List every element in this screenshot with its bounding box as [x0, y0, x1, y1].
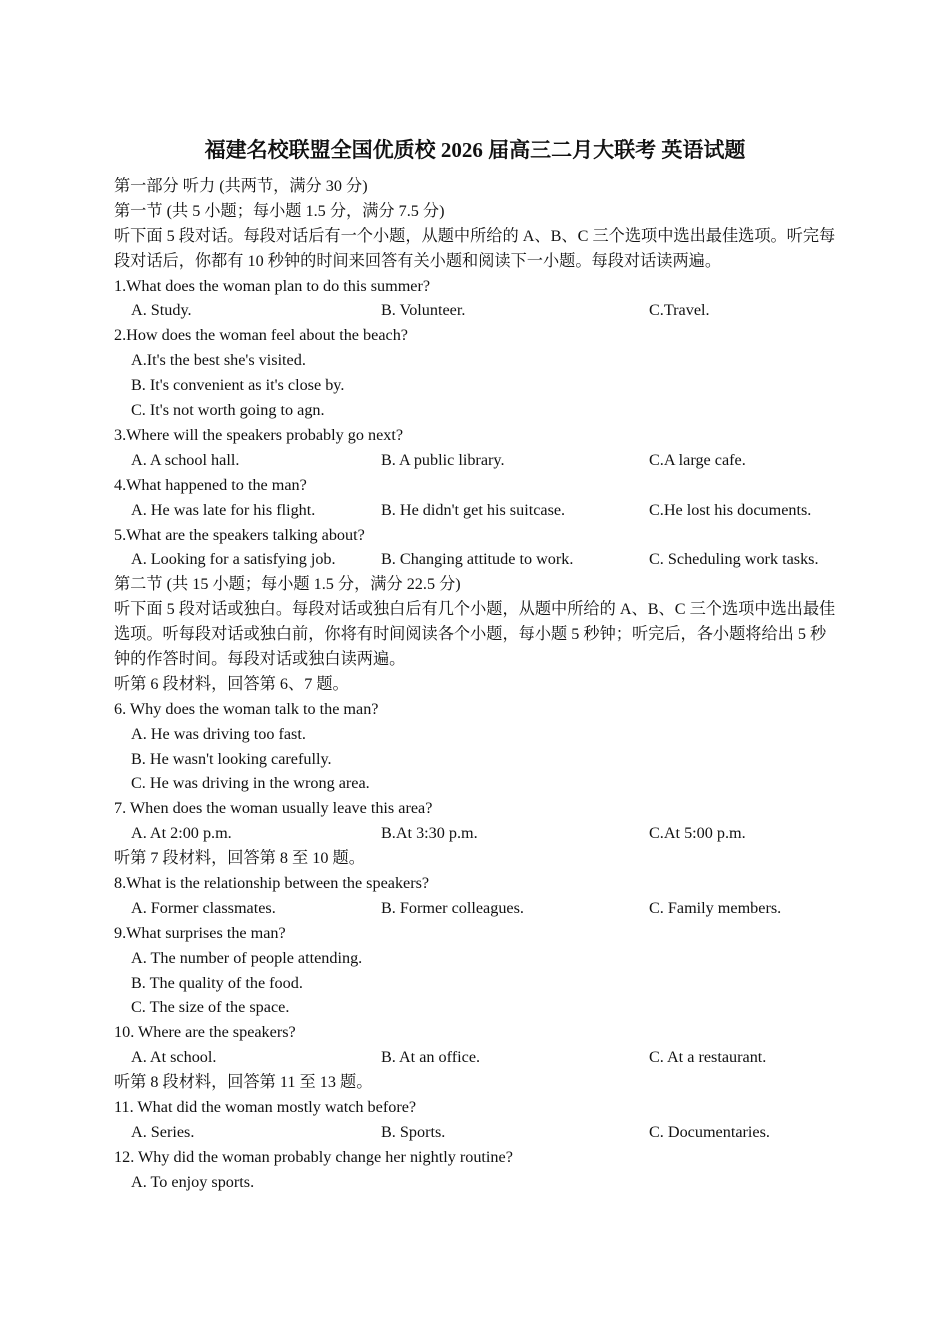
- section-instructions: 听下面 5 段对话或独白。每段对话或独白后有几个小题，从题中所给的 A、B、C 三个选项中选出最佳选项。听每段对话或独白前，你将有时间阅读各个小题，每小题 5 秒钟；听完后，各小题将给出 5 秒钟的作答时间。每段对话或独白读两遍。: [114, 600, 836, 668]
- option-b: B. He wasn't looking carefully.: [131, 749, 332, 768]
- option-c: C. The size of the space.: [131, 998, 290, 1017]
- part-heading: 第一部分 听力 (共两节，满分 30 分): [114, 177, 368, 195]
- section-heading: 第一节 (共 5 小题；每小题 1.5 分，满分 7.5 分): [114, 201, 445, 220]
- options-row: [114, 547, 838, 572]
- option-c: C. He was driving in the wrong area.: [131, 774, 370, 793]
- option-b: B. Sports.: [381, 1122, 446, 1141]
- question-stem: 9.What surprises the man?: [114, 923, 286, 942]
- material-note: 听第 7 段材料，回答第 8 至 10 题。: [114, 849, 365, 868]
- options-row: [114, 298, 838, 323]
- exam-content: [114, 174, 838, 1195]
- option-a: A. A school hall.: [131, 450, 240, 469]
- options-row: [114, 821, 838, 846]
- option-c: C. Scheduling work tasks.: [649, 550, 819, 569]
- option-c: C. Documentaries.: [649, 1122, 770, 1141]
- option-b: B. At an office.: [381, 1048, 481, 1067]
- options-row: [114, 1120, 838, 1145]
- question-stem: 1.What does the woman plan to do this summer?: [114, 276, 431, 295]
- question-stem: 10. Where are the speakers?: [114, 1023, 296, 1042]
- option-b: B. He didn't get his suitcase.: [381, 500, 566, 519]
- material-note: 听第 8 段材料，回答第 11 至 13 题。: [114, 1073, 373, 1092]
- option-a: A. Series.: [131, 1122, 195, 1141]
- question-stem: 3.Where will the speakers probably go next?: [114, 425, 404, 444]
- question-stem: 12. Why did the woman probably change her nightly routine?: [114, 1147, 513, 1166]
- option-b: B. Changing attitude to work.: [381, 550, 574, 569]
- question-stem: 7. When does the woman usually leave this area?: [114, 799, 433, 818]
- option-c: C.A large cafe.: [649, 450, 746, 469]
- option-c: C. At a restaurant.: [649, 1048, 767, 1067]
- question-stem: 4.What happened to the man?: [114, 475, 307, 494]
- option-c: C.Travel.: [649, 301, 710, 320]
- option-c: C.He lost his documents.: [649, 500, 812, 519]
- option-b: B.At 3:30 p.m.: [381, 824, 478, 843]
- option-a: A. At 2:00 p.m.: [131, 824, 232, 843]
- section-heading: 第二节 (共 15 小题；每小题 1.5 分，满分 22.5 分): [114, 575, 461, 594]
- option-a: A. He was driving too fast.: [131, 724, 306, 743]
- option-b: B. The quality of the food.: [131, 973, 303, 992]
- options-row: [114, 498, 838, 523]
- option-a: A. Study.: [131, 301, 192, 320]
- option-b: B. Former colleagues.: [381, 898, 524, 917]
- option-b: B. A public library.: [381, 450, 505, 469]
- option-a: A.It's the best she's visited.: [131, 351, 306, 370]
- options-row: [114, 1045, 838, 1070]
- option-a: A. To enjoy sports.: [131, 1172, 255, 1191]
- option-a: A. The number of people attending.: [131, 948, 363, 967]
- page-title: 福建名校联盟全国优质校 2026 届高三二月大联考 英语试题: [204, 138, 746, 162]
- question-stem: 2.How does the woman feel about the beach?: [114, 326, 408, 345]
- question-stem: 8.What is the relationship between the speakers?: [114, 874, 430, 893]
- option-b: B. Volunteer.: [381, 301, 466, 320]
- option-a: A. Former classmates.: [131, 898, 276, 917]
- option-a: A. He was late for his flight.: [131, 500, 316, 519]
- question-stem: 11. What did the woman mostly watch before?: [114, 1098, 417, 1117]
- section-instructions: 听下面 5 段对话。每段对话后有一个小题，从题中所给的 A、B、C 三个选项中选出最佳选项。听完每段对话后，你都有 10 秒钟的时间来回答有关小题和阅读下一小题。每段对话读两遍。: [114, 226, 836, 270]
- option-b: B. It's convenient as it's close by.: [131, 376, 345, 395]
- options-row: [114, 448, 838, 473]
- question-stem: 6. Why does the woman talk to the man?: [114, 699, 379, 718]
- option-c: C. Family members.: [649, 898, 782, 917]
- option-c: C. It's not worth going to agn.: [131, 401, 325, 420]
- option-a: A. Looking for a satisfying job.: [131, 550, 336, 569]
- options-row: [114, 896, 838, 921]
- material-note: 听第 6 段材料，回答第 6、7 题。: [114, 674, 349, 693]
- option-a: A. At school.: [131, 1048, 217, 1067]
- option-c: C.At 5:00 p.m.: [649, 824, 746, 843]
- question-stem: 5.What are the speakers talking about?: [114, 525, 365, 544]
